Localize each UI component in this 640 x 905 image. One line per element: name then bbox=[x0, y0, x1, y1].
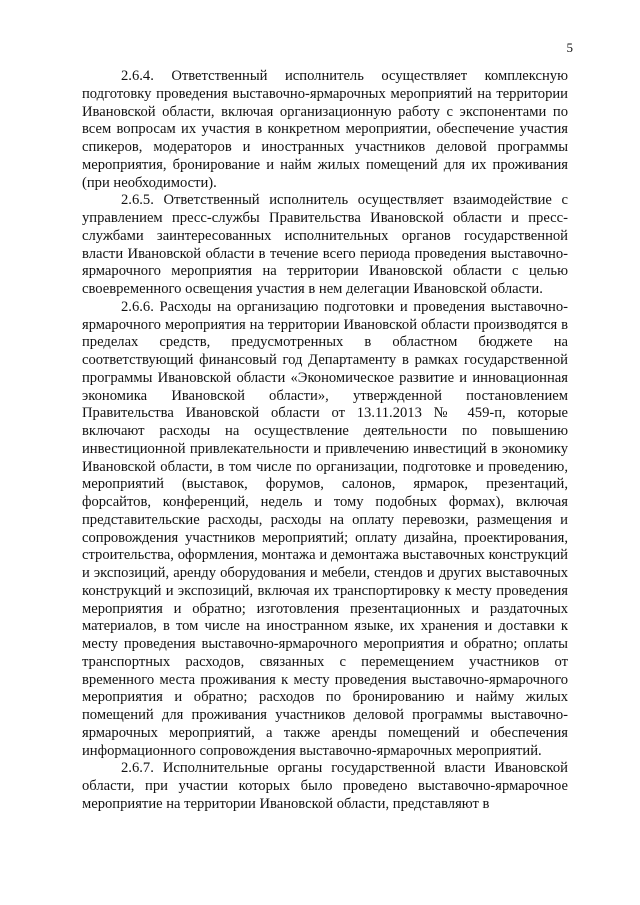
page-number: 5 bbox=[566, 40, 573, 55]
paragraph-2-6-4: 2.6.4. Ответственный исполнитель осуществляет комплексную подготовку проведения выставочно-ярмарочных мероприятий на территории Ивановской области, включая организационную работу с экспонентами по всем вопросам их участия в конкретном мероприятии, обеспечение участия спикеров, модераторов и иностранных участников деловой программы мероприятия, бронирование и найм жилых помещений для их проживания (при необходимости). bbox=[82, 68, 568, 191]
document-body bbox=[82, 68, 568, 814]
paragraph-2-6-7: 2.6.7. Исполнительные органы государственной власти Ивановской области, при участии которых было проведено выставочно-ярмарочное мероприятие на территории Ивановской области, представляют в bbox=[82, 760, 568, 812]
paragraph-2-6-6: 2.6.6. Расходы на организацию подготовки и проведения выставочно-ярмарочного мероприятия на территории Ивановской области производятся в пределах средств, предусмотренных в областном бюджете на соответствующий финансовый год Департаменту в рамках государственной программы Ивановской области «Экономическое развитие и инновационная экономика Ивановской области», утвержденной постановлением Правительства Ивановской области от 13.11.2013 № 459-п, которые включают расходы на осуществление деятельности по повышению инвестиционной привлекательности и привлечению инвестиций в экономику Ивановской области, в том числе по организации, подготовке и проведению, мероприятий (выставок, форумов, салонов, ярмарок, презентаций, форсайтов, конференций, недель и тому подобных формах), включая представительские расходы, расходы на оплату перевозки, размещения и сопровождения участников мероприятий; оплату дизайна, проектирования, строительства, оформления, монтажа и демонтажа выставочных конструкций и экспозиций, аренду оборудования и мебели, стендов и других выставочных конструкций и экспозиций, включая их транспортировку к месту проведения мероприятия и обратно; изготовления презентационных и раздаточных материалов, в том числе на иностранном языке, их хранения и доставки к месту проведения выставочно-ярмарочного мероприятия и обратно; оплаты транспортных расходов, связанных с перемещением участников от временного места проживания к месту проведения выставочно-ярмарочного мероприятия и обратно; расходов по бронированию и найму жилых помещений для проживания участников деловой программы выставочно-ярмарочных мероприятий, а также аренды помещений и обеспечения информационного сопровождения выставочно-ярмарочных мероприятий. bbox=[82, 298, 568, 759]
paragraph-2-6-5: 2.6.5. Ответственный исполнитель осуществляет взаимодействие с управлением пресс-службы Правительства Ивановской области и пресс-службами заинтересованных исполнительных органов государственной власти Ивановской области в течение всего периода проведения выставочно-ярмарочного мероприятия на территории Ивановской области с целью своевременного освещения участия в нем делегации Ивановской области. bbox=[82, 192, 568, 297]
